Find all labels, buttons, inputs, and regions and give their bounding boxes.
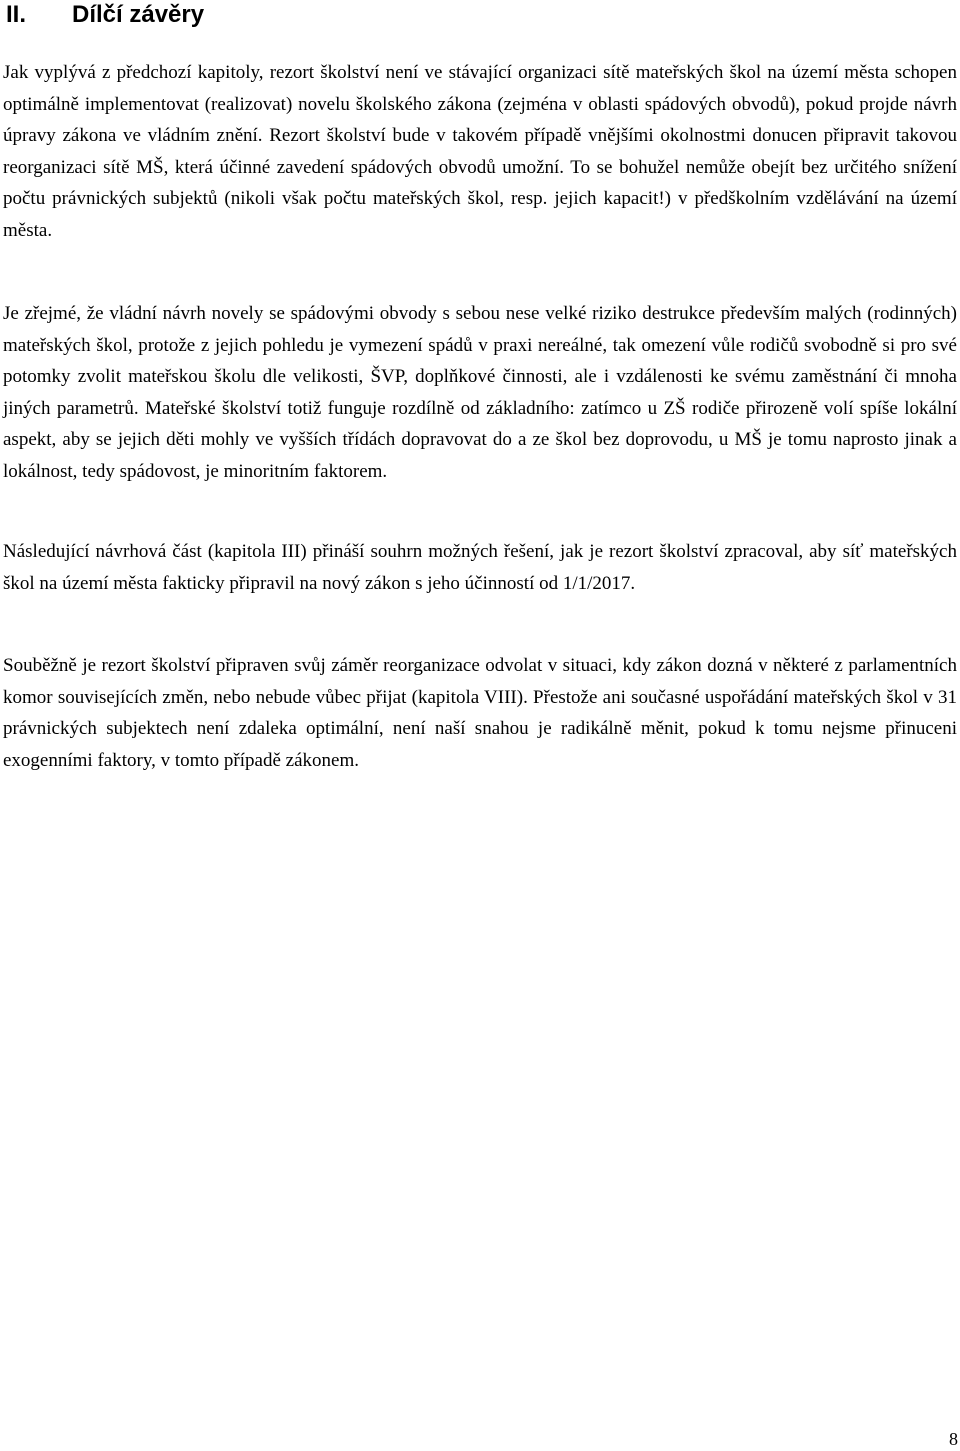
section-title: Dílčí závěry <box>72 1 205 28</box>
section-number: II. <box>6 1 27 28</box>
page-number: 8 <box>949 1429 958 1449</box>
paragraph-4: Souběžně je rezort školství připraven svůj záměr reorganizace odvolat v situaci, kdy zákon dozná v některé z parlamentních komor souvisejících změn, nebo nebude vůbec přijat (kapitola VIII). Přestože ani současné uspořádání mateřských škol v 31 právnických subjektech není zdaleka optimální, není naší snahou je radikálně měnit, pokud k tomu nejsme přinuceni exogenními faktory, v tomto případě zákonem. <box>3 655 957 771</box>
paragraph-1: Jak vyplývá z předchozí kapitoly, rezort školství není ve stávající organizaci sítě mateřských škol na území města schopen optimálně implementovat (realizovat) novelu školského zákona (zejména v oblasti spádových obvodů), pokud projde návrh úpravy zákona ve vládním znění. Rezort školství bude v takovém případě vnějšími okolnostmi donucen připravit takovou reorganizaci sítě MŠ, která účinné zavedení spádových obvodů umožní. To se bohužel nemůže obejít bez určitého snížení počtu právnických subjektů (nikoli však počtu mateřských škol, resp. jejich kapacit!) v předškolním vzdělávání na území města. <box>3 62 957 241</box>
paragraph-3: Následující návrhová část (kapitola III) přináší souhrn možných řešení, jak je rezort školství zpracoval, aby síť mateřských škol na území města fakticky připravil na nový zákon s jeho účinností od 1/1/2017. <box>3 541 957 594</box>
paragraph-2: Je zřejmé, že vládní návrh novely se spádovými obvody s sebou nese velké riziko destrukce především malých (rodinných) mateřských škol, protože z jejich pohledu je vymezení spádů v praxi nereálné, tak omezení vůle rodičů svobodně si pro své potomky zvolit mateřskou školu dle velikosti, ŠVP, doplňkové činnosti, ale i vzdálenosti ke svému zaměstnání či mnoha jiných parametrů. Mateřské školství totiž funguje rozdílně od základního: zatímco u ZŠ rodiče přirozeně volí spíše lokální aspekt, aby se jejich děti mohly ve vyšších třídách dopravovat do a ze škol bez doprovodu, u MŠ je tomu naprosto jinak a lokálnost, tedy spádovost, je minoritním faktorem. <box>3 303 957 482</box>
section-heading <box>6 0 204 30</box>
